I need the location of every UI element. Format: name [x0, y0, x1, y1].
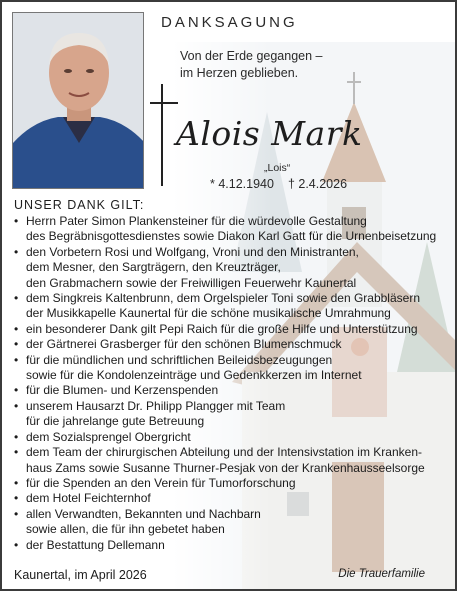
list-item-line: dem Mesner, den Sargträgern, den Kreuzträger,: [26, 260, 281, 275]
list-item-line: • den Vorbetern Rosi und Wolfgang, Vroni und den Ministranten,: [26, 244, 359, 259]
list-item: [14, 507, 444, 538]
death-date: † 2.4.2026: [287, 177, 348, 191]
cross-icon: [161, 84, 163, 186]
list-item: [14, 430, 444, 445]
list-item-line: den Grabmachern sowie der Freiwilligen Feuerwehr Kaunertal: [26, 275, 357, 290]
list-item: [14, 214, 444, 245]
life-dates: [210, 177, 347, 191]
list-item-line: • ein besonderer Dank gilt Pepi Raich für die große Hilfe und Unterstützung: [26, 321, 418, 336]
list-item: [14, 399, 444, 430]
birth-date: * 4.12.1940: [210, 177, 274, 191]
thanks-heading: UNSER DANK GILT:: [14, 198, 145, 212]
list-item-line: • Herrn Pater Simon Plankensteiner für die würdevolle Gestaltung: [26, 214, 367, 228]
poem-line: Von der Erde gegangen –: [180, 49, 323, 63]
poem: [180, 48, 322, 81]
list-item-line: sowie allen, die für ihn gebetet haben: [26, 522, 225, 537]
list-item: [14, 476, 444, 491]
list-item-line: • für die mündlichen und schriftlichen Beileidsbezeugungen: [26, 352, 333, 367]
signature: Die Trauerfamilie: [338, 568, 425, 580]
list-item: [14, 491, 444, 506]
list-item-line: • der Gärtnerei Grasberger für den schönen Blumenschmuck: [26, 337, 342, 352]
list-item-line: • für die Blumen- und Kerzenspenden: [26, 383, 219, 398]
thanks-list: [14, 214, 444, 553]
list-item-line: für die jahrelange gute Betreuung: [26, 414, 205, 429]
place-date: Kaunertal, im April 2026: [14, 568, 147, 582]
list-item-line: • für die Spenden an den Verein für Tumorforschung: [26, 475, 296, 490]
list-item-line: haus Zams sowie Susanne Thurner-Pesjak von der Krankenhausseelsorge: [26, 460, 425, 475]
list-item: [14, 538, 444, 553]
list-item: [14, 291, 444, 322]
poem-line: im Herzen geblieben.: [180, 65, 299, 80]
deceased-name: Alois Mark: [176, 114, 363, 153]
deceased-nickname: „Lois“: [264, 162, 291, 174]
list-item: [14, 353, 444, 384]
list-item-line: der Musikkapelle Kaunertal für die schöne musikalische Umrahmung: [26, 306, 391, 321]
list-item-line: • dem Sozialsprengel Obergricht: [26, 429, 191, 444]
list-item-line: sowie für die Kondolenzeinträge und Gedenkkerzen im Internet: [26, 368, 362, 383]
list-item-line: • dem Singkreis Kaltenbrunn, dem Orgelspieler Toni sowie den Grabbläsern: [26, 291, 420, 306]
list-item-line: • dem Team der chirurgischen Abteilung und der Intensivstation im Kranken-: [26, 445, 422, 460]
list-item-line: • allen Verwandten, Bekannten und Nachbarn: [26, 506, 261, 521]
portrait-photo: [12, 12, 144, 189]
list-item: [14, 445, 444, 476]
list-item: [14, 383, 444, 398]
list-item: [14, 322, 444, 337]
page-title: DANKSAGUNG: [161, 14, 298, 31]
list-item-line: • unserem Hausarzt Dr. Philipp Plangger mit Team: [26, 398, 286, 413]
list-item-line: • dem Hotel Feichternhof: [26, 491, 151, 506]
cross-icon-bar: [150, 102, 178, 104]
list-item-line: • der Bestattung Dellemann: [26, 537, 165, 552]
list-item: [14, 337, 444, 352]
list-item-line: des Begräbnisgottesdienstes sowie Diakon Karl Gatt für die Urnenbeisetzung: [26, 229, 437, 244]
list-item: [14, 245, 444, 291]
